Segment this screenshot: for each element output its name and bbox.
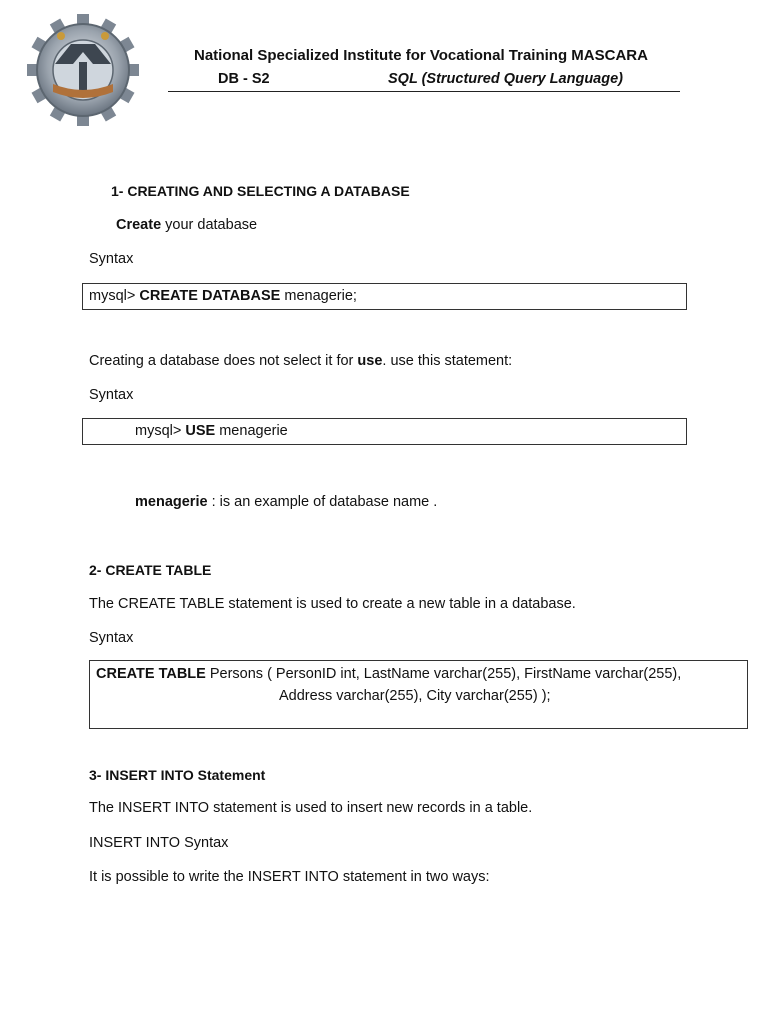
note-text-after: . use this statement: — [382, 353, 513, 369]
mysql-prompt: mysql> — [135, 423, 186, 439]
course-code: DB - S2 — [218, 71, 270, 87]
code-create-table-line2: Address varchar(255), City varchar(255) ); — [279, 688, 551, 704]
create-db-line — [116, 216, 257, 234]
code-create-table-line1 — [96, 665, 681, 683]
section2-description: The CREATE TABLE statement is used to create a new table in a database. — [89, 596, 576, 612]
section3-heading: 3- INSERT INTO Statement — [89, 767, 266, 783]
mysql-prompt: mysql> — [89, 288, 140, 304]
sql-keyword: CREATE TABLE — [96, 666, 206, 682]
code-use — [135, 422, 288, 440]
course-subject: SQL (Structured Query Language) — [388, 71, 623, 87]
code-box-use — [82, 418, 687, 445]
code-box-create-table — [89, 660, 748, 729]
syntax-label-3: Syntax — [89, 630, 134, 646]
code-rest: menagerie; — [280, 288, 357, 304]
create-bold-word: Create — [116, 217, 162, 233]
sql-keyword: USE — [185, 423, 216, 439]
insert-ways-note: It is possible to write the INSERT INTO statement in two ways: — [89, 869, 490, 885]
syntax-label-2: Syntax — [89, 387, 134, 403]
sql-keyword: CREATE DATABASE — [139, 288, 281, 304]
note-bold-word: use — [357, 353, 383, 369]
code-rest: Persons ( PersonID int, LastName varchar(255), FirstName varchar(255), — [205, 666, 682, 682]
insert-syntax-label: INSERT INTO Syntax — [89, 835, 229, 851]
code-rest: menagerie — [215, 423, 288, 439]
section2-heading: 2- CREATE TABLE — [89, 562, 212, 578]
example-note — [135, 493, 437, 511]
example-rest: : is an example of database name . — [207, 494, 438, 510]
create-rest: your database — [161, 217, 258, 233]
section3-description: The INSERT INTO statement is used to insert new records in a table. — [89, 800, 533, 816]
section1-heading: 1- CREATING AND SELECTING A DATABASE — [111, 183, 410, 199]
example-bold-word: menagerie — [135, 494, 208, 510]
note-text: Creating a database does not select it for — [89, 353, 358, 369]
syntax-label-1: Syntax — [89, 251, 134, 267]
code-box-create-database — [82, 283, 687, 310]
institute-name: National Specialized Institute for Vocational Training MASCARA — [194, 47, 648, 64]
institute-logo — [22, 14, 144, 126]
header-rule — [168, 91, 680, 92]
select-note — [89, 352, 512, 370]
code-create-database — [89, 287, 357, 305]
